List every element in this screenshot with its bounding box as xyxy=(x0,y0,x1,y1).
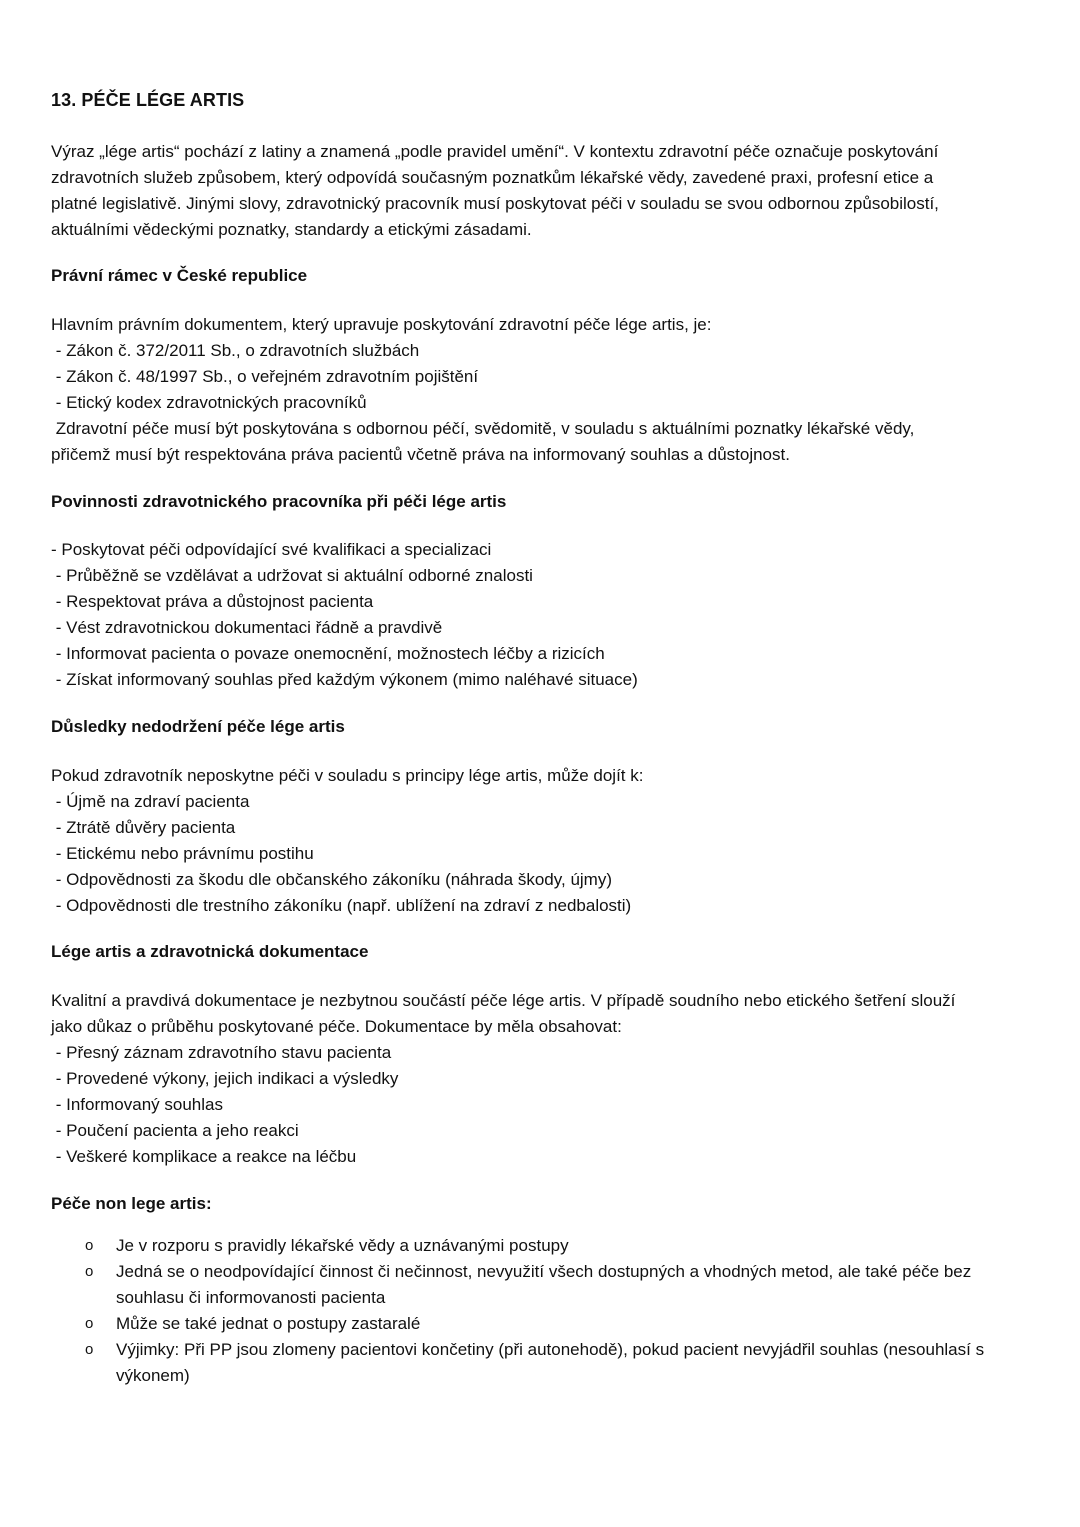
consequences-line: Pokud zdravotník neposkytne péči v souladu s principy lége artis, může dojít k: xyxy=(51,766,644,785)
intro-line: zdravotních služeb způsobem, který odpovídá současným poznatkům lékařské vědy, zavedené praxi, profesní etice a xyxy=(51,168,934,187)
duties-line: - Získat informovaný souhlas před každým výkonem (mimo naléhavé situace) xyxy=(51,670,638,689)
documentation-line: - Informovaný souhlas xyxy=(51,1095,223,1114)
bullet-marker: o xyxy=(85,1237,94,1254)
legal-line: Hlavním právním dokumentem, který upravuje poskytování zdravotní péče lége artis, je: xyxy=(51,315,712,334)
section-heading-non-lege-artis: Péče non lege artis: xyxy=(51,1194,212,1213)
legal-line: - Zákon č. 48/1997 Sb., o veřejném zdravotním pojištění xyxy=(51,367,479,386)
duties-line: - Průběžně se vzdělávat a udržovat si aktuální odborné znalosti xyxy=(51,566,533,585)
documentation-line: - Veškeré komplikace a reakce na léčbu xyxy=(51,1147,357,1166)
duties-line: - Vést zdravotnickou dokumentaci řádně a pravdivě xyxy=(51,618,443,637)
legal-line: - Zákon č. 372/2011 Sb., o zdravotních službách xyxy=(51,341,420,360)
duties-line: - Respektovat práva a důstojnost pacienta xyxy=(51,592,374,611)
consequences-line: - Ztrátě důvěry pacienta xyxy=(51,818,236,837)
section-heading-consequences: Důsledky nedodržení péče lége artis xyxy=(51,717,345,736)
intro-line: platné legislativě. Jinými slovy, zdravotnický pracovník musí poskytovat péči v souladu se svou odbornou způsobilostí, xyxy=(51,194,939,213)
section-heading-duties: Povinnosti zdravotnického pracovníka při péči lége artis xyxy=(51,492,507,511)
legal-line: přičemž musí být respektována práva pacientů včetně práva na informovaný souhlas a důstojnost. xyxy=(51,445,790,464)
section-heading-legal: Právní rámec v České republice xyxy=(51,266,308,285)
duties-line: - Informovat pacienta o povaze onemocnění, možnostech léčby a rizicích xyxy=(51,644,605,663)
consequences-line: - Etickému nebo právnímu postihu xyxy=(51,844,314,863)
bullet-marker: o xyxy=(85,1263,94,1280)
documentation-line: jako důkaz o průběhu poskytované péče. Dokumentace by měla obsahovat: xyxy=(51,1017,622,1036)
documentation-line: - Přesný záznam zdravotního stavu pacienta xyxy=(51,1043,392,1062)
list-item-text: Může se také jednat o postupy zastaralé xyxy=(116,1314,421,1333)
list-item-text: Jedná se o neodpovídající činnost či nečinnost, nevyužití všech dostupných a vhodných metod, ale také péče bez souhlasu či informovanosti pacienta xyxy=(116,1262,972,1307)
duties-line: - Poskytovat péči odpovídající své kvalifikaci a specializaci xyxy=(51,540,492,559)
documentation-line: - Poučení pacienta a jeho reakci xyxy=(51,1121,299,1140)
bullet-marker: o xyxy=(85,1315,94,1332)
consequences-line: - Újmě na zdraví pacienta xyxy=(51,792,250,811)
list-item-text: Je v rozporu s pravidly lékařské vědy a uznávanými postupy xyxy=(116,1236,569,1255)
documentation-line: - Provedené výkony, jejich indikaci a výsledky xyxy=(51,1069,399,1088)
bullet-marker: o xyxy=(85,1341,94,1358)
list-item-text: Výjimky: Při PP jsou zlomeny pacientovi končetiny (při autonehodě), pokud pacient nevyjádřil souhlas (nesouhlasí s výkonem) xyxy=(116,1340,985,1385)
document-title: 13. PÉČE LÉGE ARTIS xyxy=(51,90,245,110)
consequences-line: - Odpovědnosti dle trestního zákoníku (např. ublížení na zdraví z nedbalosti) xyxy=(51,896,632,915)
section-heading-documentation: Lége artis a zdravotnická dokumentace xyxy=(51,942,369,961)
documentation-line: Kvalitní a pravdivá dokumentace je nezbytnou součástí péče lége artis. V případě soudního nebo etického šetření slouží xyxy=(51,991,956,1010)
consequences-line: - Odpovědnosti za škodu dle občanského zákoníku (náhrada škody, újmy) xyxy=(51,870,612,889)
legal-line: Zdravotní péče musí být poskytována s odbornou péčí, svědomitě, v souladu s aktuálními poznatky lékařské vědy, xyxy=(51,419,915,438)
legal-line: - Etický kodex zdravotnických pracovníků xyxy=(51,393,367,412)
intro-line: Výraz „lége artis“ pochází z latiny a znamená „podle pravidel umění“. V kontextu zdravotní péče označuje poskytování xyxy=(51,142,939,161)
intro-line: aktuálními vědeckými poznatky, standardy a etickými zásadami. xyxy=(51,220,532,239)
